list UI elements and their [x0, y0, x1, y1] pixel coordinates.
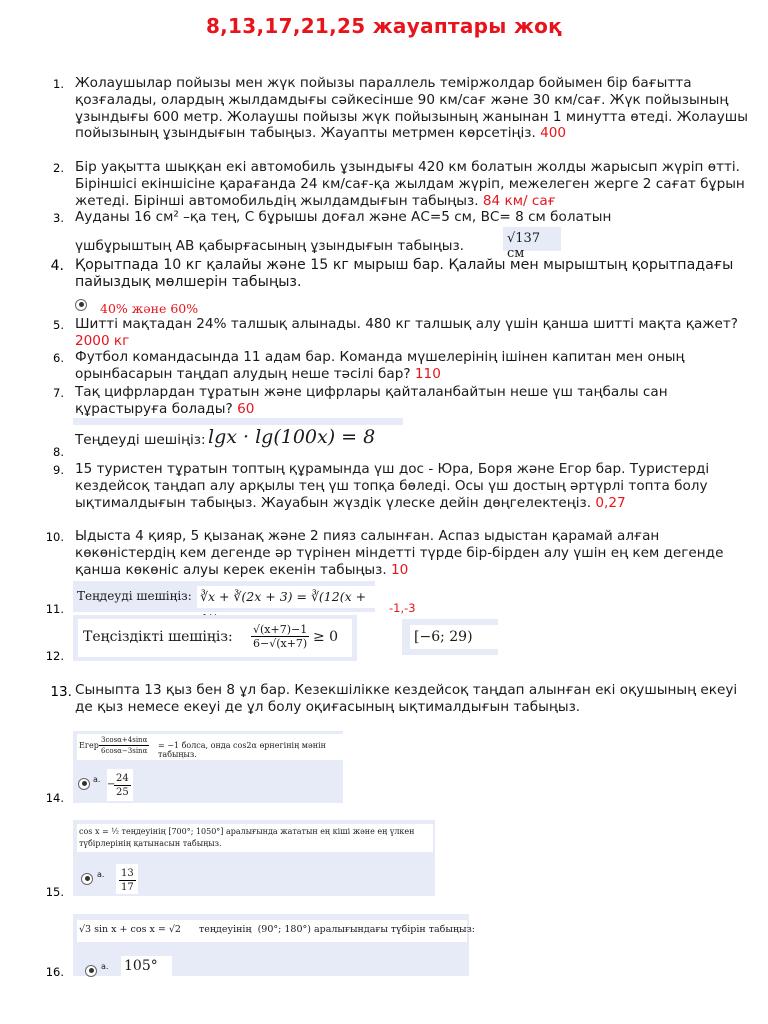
answer-numerator: 13: [121, 868, 134, 879]
question-text: Тақ цифрлардан тұратын және цифрлары қайталанбайтын неше үш таңбалы сан құрастыруға болады?: [75, 384, 668, 417]
question-number: 13.: [50, 684, 72, 700]
inequality-image: [73, 615, 357, 661]
denominator: 6−√(x+7): [253, 637, 308, 650]
answer: 105°: [121, 956, 172, 976]
equation-label: Теңдеуді шешіңіз:: [77, 589, 192, 603]
equation: ∛x + ∛(2x + 3) = ∛(12(x +: [197, 586, 376, 608]
question-13: Сыныпта 13 қыз бен 8 ұл бар. Кезекшілікке кездейсоқ таңдап алынған екі оқушының екеуі де қыз немесе екеуі де ұл болу оқиғасының ықтималдығын табыңыз.: [75, 682, 738, 715]
option-label: a.: [101, 962, 109, 971]
question-7: [75, 384, 755, 418]
question-number: 15.: [45, 885, 64, 899]
answer: √137 см: [507, 231, 541, 261]
equation: lgx · lg(100x) = 8: [208, 426, 376, 448]
equation-image: [73, 581, 375, 612]
minus-sign: −: [107, 779, 116, 790]
answer: 110: [414, 365, 441, 382]
answer: 10: [391, 561, 409, 578]
answer: 60: [237, 400, 255, 417]
question-text: Футбол командасында 11 адам бар. Команда мүшелерінің ішінен капитан мен оның орынбасарын таңдап алудың неше тәсілі бар?: [75, 349, 685, 382]
question-9: [75, 461, 755, 511]
radio-icon[interactable]: [78, 773, 90, 792]
question-15-image: [73, 820, 435, 896]
question-number: 16.: [45, 965, 64, 979]
question-text: √3 sin x + cos x = √2 теңдеуінің (90°; 180°) аралығындағы түбірін табыңыз:: [79, 924, 475, 935]
question-text: Ыдыста 4 қияр, 5 қызанақ және 2 пияз салынған. Аспаз ыдыстан қарамай алған көкөністердің кем дегенде әр түрінен міндетті түрде бір-бірден алу үшін ең кем дегенде қанша көкөніс алуы керек екенін табыңыз.: [75, 528, 724, 578]
question-text: Жолаушылар пойызы мен жүк пойызы параллель теміржолдар бойымен бір бағытта қозғалады, олардың жылдамдығы сәйкесінше 90 км/сағ және 30 км/сағ. Жүк пойызының ұзындығы 600 метр. Жолаушы пойызы жүк пойызының жанынан 1 минутта өтеді. Жолаушы пойызының ұзындығын табыңыз. Жауапты метрмен көрсетіңіз.: [75, 75, 748, 142]
answer: [107, 769, 133, 801]
question-6: [75, 349, 755, 383]
equation-label: Теңдеуді шешіңіз:: [75, 432, 206, 448]
equation-box-top: [73, 418, 403, 425]
question-1: [75, 75, 755, 142]
question-number: 7.: [53, 386, 64, 400]
answer-image: [402, 619, 498, 655]
question-number: 4.: [50, 258, 64, 274]
question-number: 5.: [53, 318, 64, 332]
answer: 400: [540, 125, 567, 142]
question-number: 11.: [45, 602, 64, 616]
answer: [116, 864, 138, 894]
numerator: √(x+7)−1: [253, 623, 308, 636]
relation: ≥ 0: [313, 629, 339, 645]
suffix: = −1 болса, онда cos2α өрнегінің мәнін табыңыз.: [158, 741, 326, 759]
answer: 40% және 60%: [100, 301, 199, 316]
answer: [−6; 29): [410, 625, 498, 649]
question-number: 9.: [53, 463, 64, 477]
answer-denominator: 17: [121, 882, 134, 893]
option-label: a.: [93, 775, 101, 784]
inequality-label: Теңсіздікті шешіңіз:: [83, 629, 233, 645]
question-text: 15 туристен тұратын топтың құрамында үш дос - Юра, Боря және Егор бар. Туристерді кездейсоқ таңдап алу арқылы тең үш топқа бөледі. Осы үш достың әртүрлі топта болу ықтималдығын табыңыз. Жауабын жүздік үлеске дейін дөңгелектеңіз.: [75, 461, 710, 511]
fraction: [99, 735, 149, 756]
fraction: [251, 623, 309, 650]
question-number: 1.: [53, 77, 64, 91]
answer-denominator: 25: [116, 787, 129, 798]
answer-image: [503, 227, 561, 261]
question-number: 3.: [53, 211, 64, 225]
answer: 0,27: [595, 494, 626, 511]
answer: 84 км/ сағ: [482, 192, 556, 209]
radio-icon[interactable]: [81, 868, 93, 887]
answer: 2000 кг: [75, 332, 130, 349]
question-number: 14.: [45, 791, 64, 805]
question-number: 10.: [45, 530, 64, 544]
radio-icon[interactable]: [85, 960, 97, 979]
question-2: [75, 159, 755, 209]
question-text: Бір уақытта шыққан екі автомобиль ұзындығы 420 км болатын жолды жарысып жүріп өтті. Біріншісі екіншісіне қарағанда 24 км/сағ-қа жылдам жүріп, межелеген жерге 2 сағат бұрын жетеді. Бірінші автомобильдің жылдамдығын табыңыз.: [75, 159, 745, 209]
question-14-image: [73, 731, 343, 803]
denominator: 6cosα−3sinα: [101, 747, 148, 755]
question-number: 2.: [53, 161, 64, 175]
question-number: 6.: [53, 351, 64, 365]
answer-numerator: 24: [116, 773, 129, 784]
radio-icon: [75, 294, 87, 313]
option-label: a.: [97, 870, 105, 879]
prefix: Егер: [79, 741, 99, 750]
question-3-line2: үшбұрыштың АВ қабырғасының ұзындығын табыңыз.: [75, 238, 465, 254]
page-title: 8,13,17,21,25 жауаптары жоқ: [205, 14, 563, 38]
question-text: cos x = ½ теңдеуінің [700°; 1050°] аралығында жататын ең кіші және ең үлкен түбірлерінің қатынасын табыңыз.: [79, 827, 415, 848]
numerator: 3cosα+4sinα: [101, 736, 148, 744]
question-text: Шитті мақтадан 24% талшық алынады. 480 кг талшық алу үшін қанша шитті мақта қажет?: [75, 316, 739, 332]
question-10: [75, 528, 755, 578]
question-number: 12.: [45, 649, 64, 663]
question-16-image: [73, 914, 475, 976]
answer: -1,-3: [389, 601, 416, 615]
question-number: 8.: [53, 445, 64, 459]
question-3-line1: Ауданы 16 см² –қа тең, С бұрышы доғал және АС=5 см, ВС= 8 см болатын: [75, 209, 612, 225]
question-5: [75, 316, 755, 350]
question-4: Қорытпада 10 кг қалайы және 15 кг мырыш бар. Қалайы мен мырыштың қорытпадағы пайыздық мөлшерін табыңыз.: [75, 257, 734, 290]
